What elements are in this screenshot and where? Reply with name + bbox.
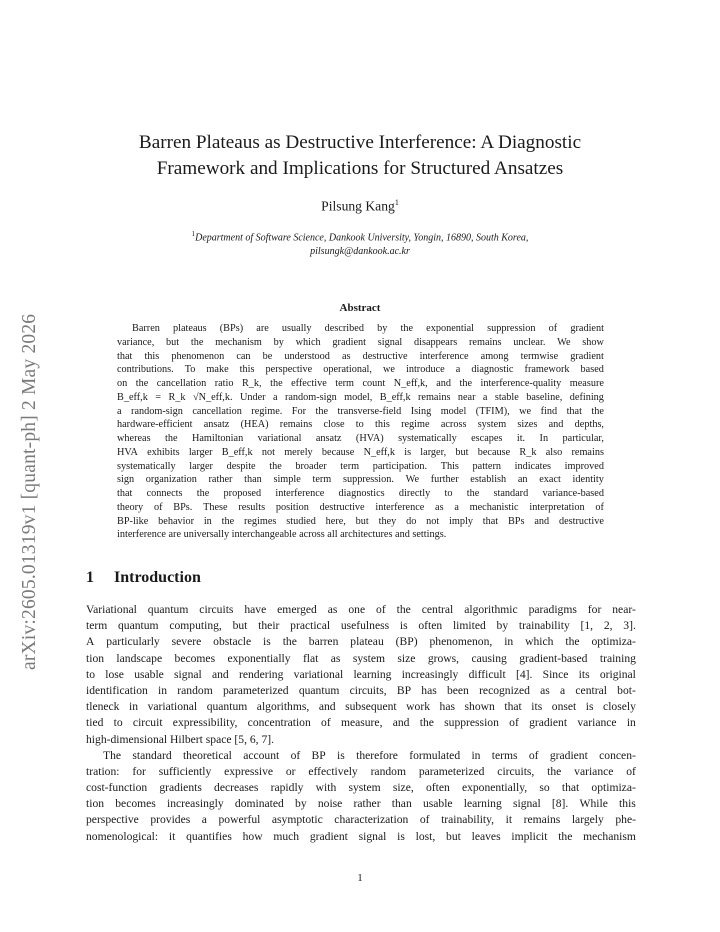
abstract-line: HVA exhibits larger B_eff,k not merely because N_eff,k is larger, but because R_k also remains (117, 446, 604, 458)
body-line: term quantum computing, but their practical usefulness is often limited by trainability [1, 2, 3]. (86, 619, 636, 633)
body-line: tration: for sufficiently expressive or effectively random parameterized circuits, the variance of (86, 764, 636, 778)
body-line: to lose usable signal and rendering variational learning increasingly difficult [4]. Since its original (86, 667, 636, 681)
body-line: cost-function gradients decreases rapidly with system size, often exponentially, so that optimiza- (86, 781, 636, 795)
section-number: 1 (86, 569, 94, 586)
author-name: Pilsung Kang (321, 198, 395, 214)
abstract-line: hardware-efficient ansatz (HEA) remains close to this regime across system sizes and depths, (117, 419, 604, 431)
body-line: The standard theoretical account of BP is therefore formulated in terms of gradient concen- (103, 748, 636, 762)
abstract-line: whereas the Hamiltonian variational ansatz (HVA) systematically escapes it. In particular, (117, 433, 604, 445)
section-heading (86, 569, 201, 587)
abstract-line: BP-like behavior in the regimes studied here, but they do not imply that BPs and destructive (117, 515, 604, 527)
affiliation-line-1 (90, 227, 630, 245)
title-line-2: Framework and Implications for Structured Ansatzes (156, 158, 564, 179)
abstract-line: that this phenomenon can be understood as destructive interference among termwise gradient (117, 350, 604, 362)
abstract-line: contributions. To make this perspective operational, we introduce a diagnostic framework based (117, 364, 604, 376)
body-line: A particularly severe obstacle is the barren plateau (BP) phenomenon, in which the optimiza- (86, 635, 636, 649)
body-text (86, 602, 636, 845)
affiliation-mark: 1 (191, 230, 196, 238)
body-line: tion landscape becomes exponentially flat as system size grows, causing gradient-based training (86, 651, 636, 665)
arxiv-identifier-stamp: arXiv:2605.01319v1 [quant-ph] 2 May 2026 (19, 313, 40, 670)
affiliation-department: Department of Software Science, Dankook University, Yongin, 16890, South Korea, (195, 232, 529, 244)
abstract-line: on the cancellation ratio R_k, the effective term count N_eff,k, and the interference-quality measure (117, 378, 604, 390)
abstract-body (117, 322, 604, 542)
body-line: Variational quantum circuits have emerged as one of the central algorithmic paradigms for near- (86, 603, 636, 616)
body-line: identification in random parameterized quantum circuits, BP has been recognized as a central bot- (86, 683, 636, 697)
abstract-line: interference are universally interchangeable across all architectures and settings. (117, 529, 447, 541)
page-number: 1 (357, 872, 363, 884)
author (90, 198, 630, 215)
abstract-line: sign organization rather than simple term suppression. We further establish an exact identity (117, 474, 604, 486)
abstract-line: variance, but the mechanism by which gradient signal disappears remains unclear. We show (117, 336, 604, 348)
affiliation (90, 227, 630, 259)
title-line-1: Barren Plateaus as Destructive Interference: A Diagnostic (138, 132, 582, 153)
section-title: Introduction (114, 569, 201, 586)
body-line: nomenological: it quantifies how much gradient signal is lost, but leaves implicit the mechanism (86, 829, 636, 843)
body-line: tion becomes increasingly dominated by noise rather than usable learning signal [8]. While this (86, 797, 636, 811)
abstract-line: a random-sign cancellation regime. For the transverse-field Ising model (TFIM), we find that the (117, 405, 604, 417)
affiliation-email: pilsungk@dankook.ac.kr (310, 246, 410, 258)
abstract-line: theory of BPs. These results position destructive interference as a mechanistic interpretation of (117, 501, 604, 513)
paper-title (90, 130, 630, 182)
body-line: tleneck in variational quantum algorithms, and subsequent work has shown that its onset is closely (86, 700, 636, 714)
abstract-line: systematically larger despite the broader term participation. This pattern indicates improved (117, 460, 604, 472)
author-affiliation-mark: 1 (394, 198, 399, 207)
body-line: perspective provides a powerful asymptotic characterization of trainability, it remains largely phe- (86, 813, 636, 827)
abstract-line: B_eff,k = R_k √N_eff,k. Under a random-sign model, B_eff,k remains near a stable baseline, defining (117, 391, 604, 403)
abstract-line: that connects the proposed interference diagnostics directly to the standard variance-based (117, 488, 604, 500)
abstract-line: Barren plateaus (BPs) are usually described by the exponential suppression of gradient (132, 323, 604, 334)
abstract-heading: Abstract (339, 302, 381, 314)
body-line: tied to circuit expressibility, concentration of measure, and the suppression of gradient variance in (86, 716, 636, 730)
body-line: high-dimensional Hilbert space [5, 6, 7]. (86, 732, 275, 746)
